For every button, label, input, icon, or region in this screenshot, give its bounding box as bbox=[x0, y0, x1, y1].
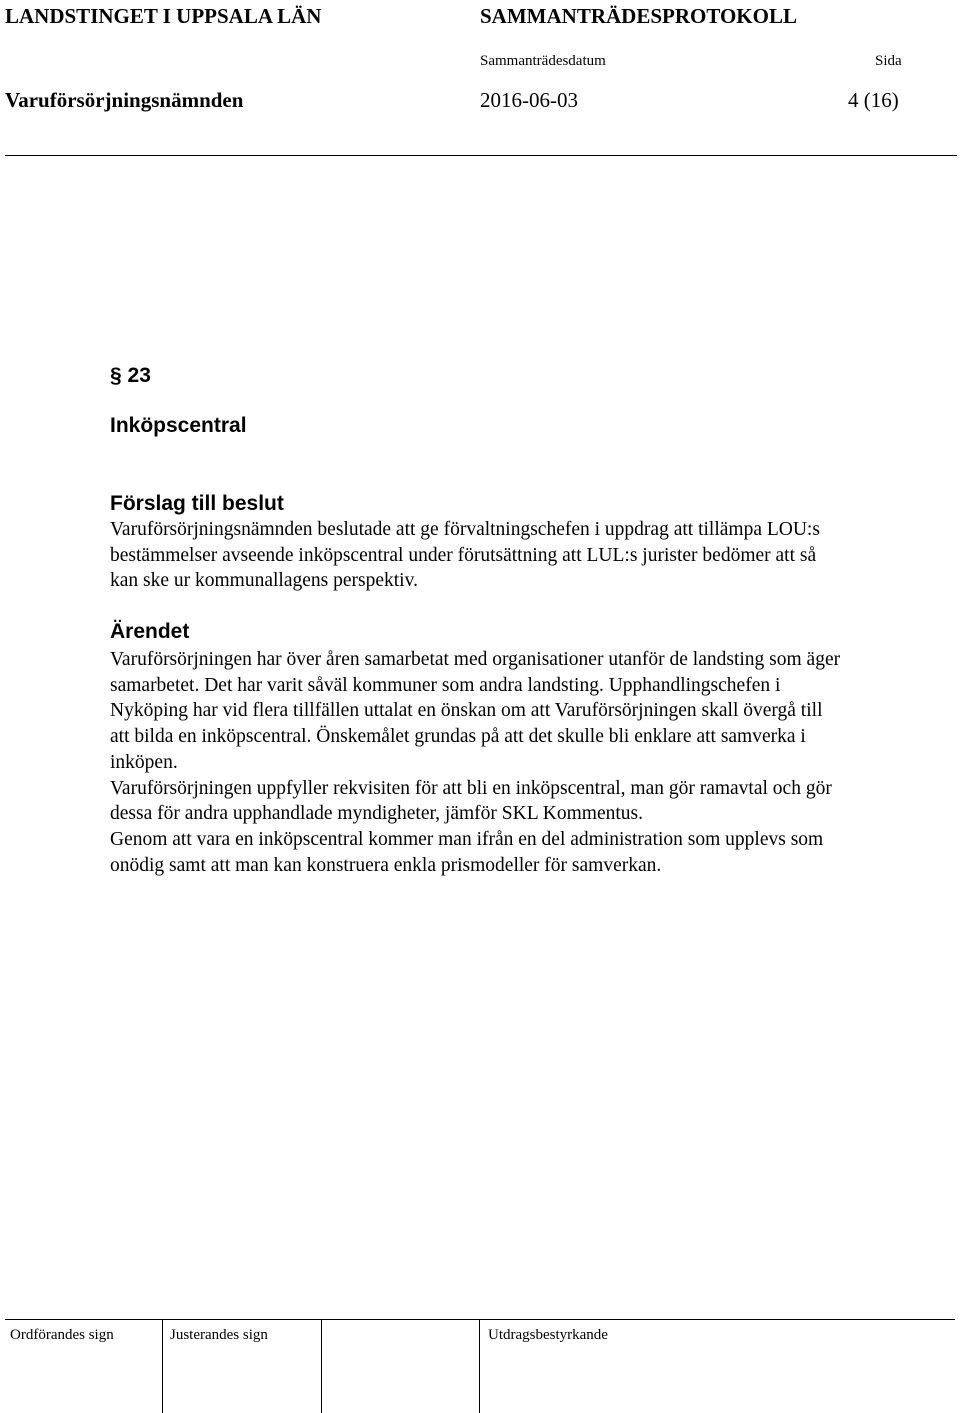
proposal-line: bestämmelser avseende inköpscentral under förutsättning att LUL:s jurister bedömer att så bbox=[110, 544, 817, 566]
footer-divider bbox=[5, 1319, 955, 1320]
committee-name: Varuförsörjningsnämnden bbox=[5, 88, 244, 112]
arende-text bbox=[110, 647, 955, 878]
document-type: SAMMANTRÄDESPROTOKOLL bbox=[480, 4, 797, 28]
proposal-heading: Förslag till beslut bbox=[110, 492, 284, 515]
header-divider bbox=[5, 155, 957, 156]
extract-certification-label: Utdragsbestyrkande bbox=[488, 1327, 608, 1343]
page-label: Sida bbox=[875, 53, 902, 69]
paragraph-number: § 23 bbox=[110, 364, 151, 387]
arende-heading: Ärendet bbox=[110, 620, 190, 643]
adjuster-signature-label: Justerandes sign bbox=[170, 1327, 268, 1343]
arende-line: samarbetet. Det har varit såväl kommuner som andra landsting. Upphandlingschefen i bbox=[110, 674, 781, 696]
arende-line: inköpen. bbox=[110, 751, 178, 773]
signature-box-divider bbox=[321, 1320, 322, 1413]
arende-line: Varuförsörjningen uppfyller rekvisiten för att bli en inköpscentral, man gör ramavtal och gör bbox=[110, 777, 832, 799]
organization-name: LANDSTINGET I UPPSALA LÄN bbox=[5, 4, 322, 28]
arende-line: att bilda en inköpscentral. Önskemålet grundas på att det skulle bli enklare att samverka i bbox=[110, 726, 806, 748]
item-title: Inköpscentral bbox=[110, 414, 247, 437]
chair-signature-label: Ordförandes sign bbox=[10, 1327, 114, 1343]
arende-line: onödig samt att man kan konstruera enkla prismodeller för samverkan. bbox=[110, 854, 662, 876]
meeting-date: 2016-06-03 bbox=[480, 88, 578, 112]
signature-box-divider bbox=[479, 1320, 480, 1413]
page-number: 4 (16) bbox=[848, 88, 899, 112]
proposal-line: Varuförsörjningsnämnden beslutade att ge förvaltningschefen i uppdrag att tillämpa LOU:s bbox=[110, 519, 820, 540]
proposal-text bbox=[110, 517, 925, 594]
arende-line: Varuförsörjningen har över åren samarbetat med organisationer utanför de landsting som äger bbox=[110, 649, 841, 670]
meeting-date-label: Sammanträdesdatum bbox=[480, 53, 606, 69]
arende-line: dessa för andra upphandlade myndigheter, jämför SKL Kommentus. bbox=[110, 803, 643, 825]
signature-box-divider bbox=[162, 1320, 163, 1413]
arende-line: Genom att vara en inköpscentral kommer man ifrån en del administration som upplevs som bbox=[110, 828, 824, 850]
proposal-line: kan ske ur kommunallagens perspektiv. bbox=[110, 570, 418, 592]
arende-line: Nyköping har vid flera tillfällen uttalat en önskan om att Varuförsörjningen skall övergå till bbox=[110, 700, 823, 722]
